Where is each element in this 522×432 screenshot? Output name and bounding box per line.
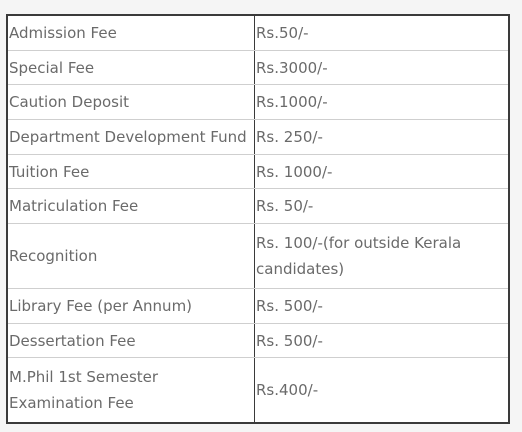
fee-label: Tuition Fee (7, 155, 255, 189)
fee-amount: Rs. 100/-(for outside Kerala candidates) (255, 224, 510, 289)
fee-label: Admission Fee (7, 15, 255, 51)
table-row (7, 120, 509, 155)
fee-label: Dessertation Fee (7, 324, 255, 358)
fee-label: Library Fee (per Annum) (7, 289, 255, 324)
table-row (7, 155, 509, 189)
fee-amount: Rs. 1000/- (255, 155, 510, 189)
fee-amount: Rs.1000/- (255, 85, 510, 120)
table-row (7, 189, 509, 224)
fee-label: Caution Deposit (7, 85, 255, 120)
fee-table (6, 14, 510, 424)
table-row (7, 289, 509, 324)
table-row (7, 224, 509, 289)
table-row (7, 15, 509, 51)
table-row (7, 358, 509, 424)
fee-label: M.Phil 1st Semester Examination Fee (7, 358, 255, 424)
fee-amount: Rs. 50/- (255, 189, 510, 224)
fee-label: Matriculation Fee (7, 189, 255, 224)
fee-label: Recognition (7, 224, 255, 289)
fee-amount: Rs. 250/- (255, 120, 510, 155)
fee-amount: Rs.3000/- (255, 51, 510, 85)
table-row (7, 324, 509, 358)
table-row (7, 51, 509, 85)
table-row (7, 85, 509, 120)
fee-label: Department Development Fund (7, 120, 255, 155)
fee-amount: Rs.50/- (255, 15, 510, 51)
fee-amount: Rs.400/- (255, 358, 510, 424)
fee-amount: Rs. 500/- (255, 324, 510, 358)
fee-label: Special Fee (7, 51, 255, 85)
fee-amount: Rs. 500/- (255, 289, 510, 324)
